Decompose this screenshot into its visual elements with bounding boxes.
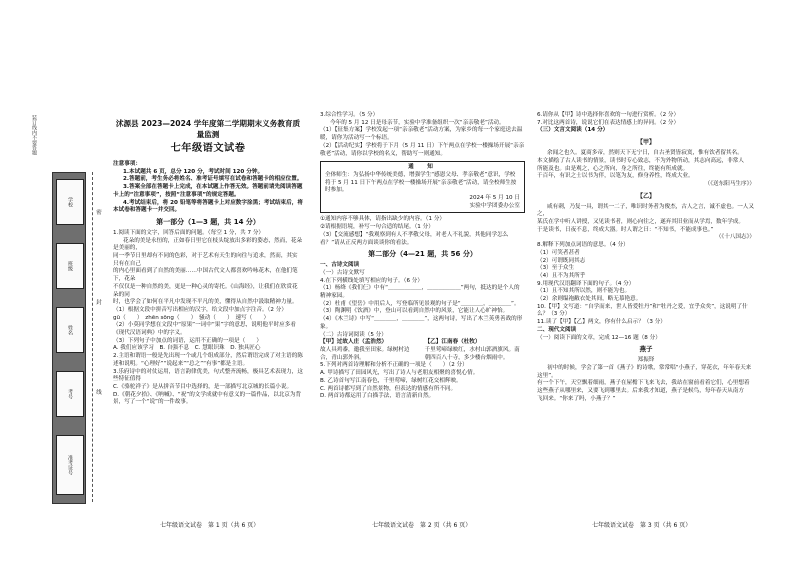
poem-b bbox=[425, 339, 525, 362]
binding-cell-class: 班级 bbox=[56, 243, 84, 289]
notice-box-title: 通 知 bbox=[408, 164, 437, 171]
binding-cell-name: 姓名 bbox=[56, 307, 84, 353]
binding-strip bbox=[52, 172, 86, 504]
question-8-item: （1）可笑者甚者 bbox=[537, 249, 580, 256]
text-jia-label: 【甲】 bbox=[636, 139, 655, 147]
section-4-heading: 二、现代文阅读 bbox=[537, 326, 577, 333]
page-1-column bbox=[113, 112, 303, 407]
activity-intro: 今年的 5 月 12 日是母亲节，实验中学准备组织一次“亲亲敬老”活动。 bbox=[330, 119, 505, 126]
question-4-1: （1）杨绛《我们仨》中有“＿＿＿＿＿＿，＿＿＿＿＿＿”两句，抵达的是个人的精神家园。 bbox=[320, 285, 520, 300]
article-title: 燕子 bbox=[639, 345, 653, 354]
exam-title: 七年级语文试卷 bbox=[170, 143, 246, 154]
question-1-3-options: A. 我们应该学习 B. 自强不息 C. 慧眼识珠 D. 独具匠心 bbox=[113, 345, 261, 352]
section-1-heading: 一、古诗文阅读 bbox=[320, 262, 360, 269]
notice-item: 4.考试结束后，将 20 铅笔等将答题卡上对应数字涂黑；考试结束后，将本试卷和答题卡一并交回。 bbox=[113, 199, 303, 214]
seal-label-mi: 密 bbox=[96, 210, 102, 216]
question-6: 6.请你从【甲】诗中选择你喜欢的一句进行赏析。（2 分） bbox=[537, 112, 680, 118]
page-1-footer: 七年级语文试卷 第 1 页（共 6 页） bbox=[160, 522, 260, 529]
binding-cell-admission: 准考证号 bbox=[56, 435, 84, 495]
page-3-column bbox=[537, 112, 755, 404]
question-1-1: （1）根据文段中拼音写出相应的汉字，给文段中加点字注音。（2 分） bbox=[113, 306, 287, 313]
question-2: 2.主语和谓语一般是先出现一个或几个组成部分，然后谓语完成了对主语的陈述和说明。“心理好”“说起来”“总之”“有事”都是主语。 bbox=[113, 353, 303, 367]
binding-cell-number: 考号 bbox=[56, 371, 84, 417]
seal-line bbox=[92, 172, 93, 502]
question-10: 10.【甲】文写道：“自学而来，世人皆爱牡丹”和“牡丹之爱，宜乎众矣”，这说明了什么？（3 分） bbox=[537, 303, 748, 318]
question-1: 1.阅读下面的文字，回答后面的问题。（每空 1 分，共 7 分） bbox=[113, 229, 265, 236]
question-8-item: （4）且不为其所乎 bbox=[537, 272, 586, 279]
poem-b-title: 【乙】江南春（杜牧） bbox=[424, 339, 481, 346]
passage-line: 同一季节日里却有不同的色彩，对于艺术有天生的向往与追求，然而，其实只有在自己 bbox=[113, 253, 298, 267]
binding-cut-note: 装订线内不要答题 bbox=[31, 115, 37, 155]
notice-box-body: 全体师生：为弘扬中华传统美德，增强学生“感恩父母、孝亲敬老”意识，学校将于 5 月 11 日下午两点在学校一楼操场开展“亲亲敬老”活动，请全校师生按时参加。 bbox=[325, 171, 517, 194]
notice-box-date: 2024 年 5 月 10 日 bbox=[469, 195, 520, 202]
question-11: 11.读了【甲】【乙】两文，你有什么启示？（3 分） bbox=[537, 319, 666, 326]
article-author: 郑振铎 bbox=[637, 357, 655, 364]
part-1-heading: 第一部分（1—3 题，共 14 分） bbox=[156, 217, 260, 226]
poem-b-text: 千里莺啼绿映红，水村山郭酒旗风。南朝四百八十寺，多少楼台烟雨中。 bbox=[424, 346, 520, 361]
notice-box-sign: 实验中学团委办公室 bbox=[469, 202, 520, 209]
question-8-item: （2）可谓既同其志 bbox=[537, 257, 586, 264]
binding-cell-school: 学校 bbox=[56, 179, 84, 225]
question-3: 3.乐府诗中的对仗运用，语言韵律优美，句式整齐流畅，极具艺术表现力，这些特征值得 bbox=[113, 368, 303, 383]
section-1b-heading: （二）古诗词阅读（5 分） bbox=[320, 331, 387, 338]
question-4: 4.在下列横线处填写相应的句子。（6 分） bbox=[320, 277, 423, 284]
activity-q2: ②请根据语境，补写一句合适的结尾。（1 分） bbox=[320, 224, 434, 231]
passage-line: 不仅仅是一种自然的美，更是一种心灵的寄托。《山海经》，让我们在欣赏花朵的同 bbox=[113, 283, 298, 298]
section-1a-heading: （一）古诗文默写 bbox=[320, 269, 365, 276]
notice-box bbox=[320, 161, 525, 213]
activity-step-2: （2）【活动纪实】学校将于下月（5 月 11 日）下午两点在学校一楼操场开展“亲亲敬老”活动，请你以学校的名义，帮助写一则通知。 bbox=[320, 142, 525, 157]
text-jia-line: 余闻之也久。夏商多帝，然则天下无宁日，自古圣贤皆寂寞，惟有饮者留其名。 bbox=[547, 150, 743, 157]
page-2-column bbox=[320, 112, 525, 401]
exam-header: 沭源县 2023—2024 学年度第二学期期末义务教育质量监测 bbox=[115, 119, 301, 139]
part-2-heading: 第二部分（4—21 题，共 56 分） bbox=[368, 250, 477, 259]
notice-title: 注意事项： bbox=[113, 161, 141, 167]
question-4-2: （2）杜甫《望岳》中用后人，写登临所见景观的句子是“＿＿＿＿，＿＿＿＿”。 bbox=[320, 300, 520, 307]
question-4-4: （4）《木兰诗》中写“＿＿＿＿，＿＿＿＿”，这两句诗，写出了木兰英勇善战的形象。 bbox=[320, 316, 523, 330]
question-8: 8.解释下列加点词语的意思。（4 分） bbox=[537, 242, 629, 249]
poem-a-text: 故人具鸡黍，邀我至田家。绿树村边合，青山郭外斜。 bbox=[320, 346, 410, 361]
poem-a bbox=[320, 339, 420, 362]
text-yi-line: 咸有刺，乃复一具，谓其一二子，唯识时务者为俊杰，古人之言，诚不虚也。一人又之， bbox=[537, 203, 754, 218]
text-jia-source: （《送东阳马生序》） bbox=[704, 180, 755, 187]
text-yi-line: 于是读书，日夜不息，终成大器。时人谓之曰：“不知书，不能成事也。” bbox=[537, 226, 714, 233]
question-1-1-items: gū（ ） zhēn sōng（ ） 骚动（ ） 速写（ ） bbox=[113, 314, 270, 321]
notice-item: 2.答题前，考生务必将姓名、准考证号填写在试卷和答题卡的相应位置。 bbox=[123, 176, 303, 183]
article-line: 有一个下午，天空飘着细雨，燕子在屋檐下飞来飞去，我站在窗前看着它们，心里想着 bbox=[537, 380, 750, 387]
activity-step-1: （1）【征集方案】学校发起一项“亲亲敬老”活动方案，为家乡的每一个家庭送去温暖，请你为活动写一个标语。 bbox=[320, 127, 523, 142]
article-line: 初中的时候，学会了第一首《燕子》的诗歌，常常唱“小燕子，穿花衣，年年春天来这里”。 bbox=[537, 364, 752, 379]
passage-line: 的内心里面看到了自然的美丽……中国古代文人都喜欢吟咏花木，在他们笔下，花朵 bbox=[113, 268, 298, 283]
question-9-1: （1）且不知其所以然，则不能为也。 bbox=[537, 288, 631, 295]
activity-q1: ①通知内容不够具体，请指出缺少的内容。（1 分） bbox=[320, 216, 446, 223]
text-jia-line: 本文描绘了古人读书的情景，读书时专心致志，不为外物所动，其志向高远，非常人 bbox=[537, 157, 744, 164]
question-3-head: 3.综合性学习。（5 分） bbox=[320, 112, 379, 118]
question-5-d: D. 两首诗都运用了白描手法，语言清新自然。 bbox=[320, 393, 435, 400]
option-d: D.《朝花夕拾》、《呐喊》、“祝”的文学成就中有意义的一篇作品，以北京为背景，写了一个“说”的一件故事。 bbox=[113, 391, 302, 406]
article-line: 这些燕子从哪里来，又要飞到哪里去。后来我才知道，燕子是候鸟，每年春天从南方 bbox=[537, 388, 744, 395]
passage-line: 花朵的美是永恒的，正如春日里它在枝头绽放出多彩的姿态，然而，花朵是美丽的， bbox=[113, 237, 303, 252]
question-7: 7.对比这两首诗，说说它们在表达情感上的异同。（2 分） bbox=[537, 119, 680, 126]
text-jia-line: 所能及也。由是观之，心之所向，身之所往，终能有所成就。 bbox=[537, 165, 689, 172]
text-yi-line: 某氏在学中听人讲授，又见读书者，则心向往之，遂弃其旧业而从学焉，数年学成。 bbox=[537, 219, 744, 226]
question-1-3: （3）下列句子中加点的词语，运用不正确的一项是（ ） bbox=[113, 337, 262, 344]
notice-item: 1.本试题共 6 页，总分 120 分，考试时间 120 分钟。 bbox=[123, 168, 264, 175]
option-c: C.《骆驼祥子》是从拼音节目中选择的，是一部描写北京城的长篇小说。 bbox=[113, 383, 293, 390]
question-5-a: A. 甲诗描写了田园风光，写出了诗人与老朋友相聚的喜悦心情。 bbox=[320, 370, 479, 377]
page-2-footer: 七年级语文试卷 第 2 页（共 6 页） bbox=[372, 522, 472, 529]
text-yi-label: 【乙】 bbox=[636, 192, 655, 200]
activity-step-3: （3）【交流感想】“我观察到有人不孝敬父母，对老人不礼貌，其他同学怎么看？”请从正反两方面谈谈你的看法。 bbox=[320, 231, 509, 246]
section-4a-heading: （一）阅读下面的文章，完成 12—16 题（8 分） bbox=[537, 334, 661, 341]
question-5-b: B. 乙诗首句写江南春色，千里莺啼，绿树红花交相辉映。 bbox=[320, 377, 462, 384]
section-3-heading: （三）文言文阅读（14 分） bbox=[537, 127, 609, 134]
poem-a-title: 【甲】过故人庄（孟浩然） bbox=[320, 339, 388, 346]
seal-label-xian: 线 bbox=[96, 390, 102, 396]
question-4-3: （3）陶渊明《饮酒》中，登山可以看到自然中的风景，它能让人心旷神怡。 bbox=[320, 308, 509, 315]
poem-pair bbox=[320, 339, 525, 362]
question-9-2: （2）余则缊袍敝衣处其间，略无慕艳意。 bbox=[537, 296, 642, 303]
question-9: 9.用现代汉语翻译下面的句子。（4 分） bbox=[537, 280, 635, 287]
question-5-c: C. 两首诗都写到了自然景物，但表达的情感有所不同。 bbox=[320, 385, 457, 392]
question-8-item: （3）至于众生 bbox=[537, 265, 575, 272]
passage-line: 时，也学会了如何在平凡中发现不平凡的美，懂得从自然中汲取精神力量。 bbox=[113, 299, 298, 306]
question-5: 5.下列对两首诗理解和分析不正确的一项是（ ）（2 分） bbox=[320, 362, 468, 369]
notice-item: 3.答案全部在答题卡上完成，在本试题上作答无效。答题前请先阅读答题卡上的“注意事项”，按照“注意事项”的规定答题。 bbox=[113, 184, 303, 198]
question-1-2: （2）小莫同学想在文段中“原果”一词中“果”字的意思，说明他平时应多看《现代汉语词典》中的字义。 bbox=[113, 322, 296, 337]
text-jia-line: 千百年，有识之士以书为伴，以笔为友，修身养性，终成大业。 bbox=[537, 173, 694, 180]
seal-label-feng: 封 bbox=[96, 300, 102, 306]
page-3-footer: 七年级语文试卷 第 3 页（共 6 页） bbox=[592, 522, 692, 529]
text-yi-source: （《十八国志》） bbox=[715, 234, 755, 241]
article-line: 飞回来。“你来了吗，小燕子？” bbox=[537, 395, 616, 402]
